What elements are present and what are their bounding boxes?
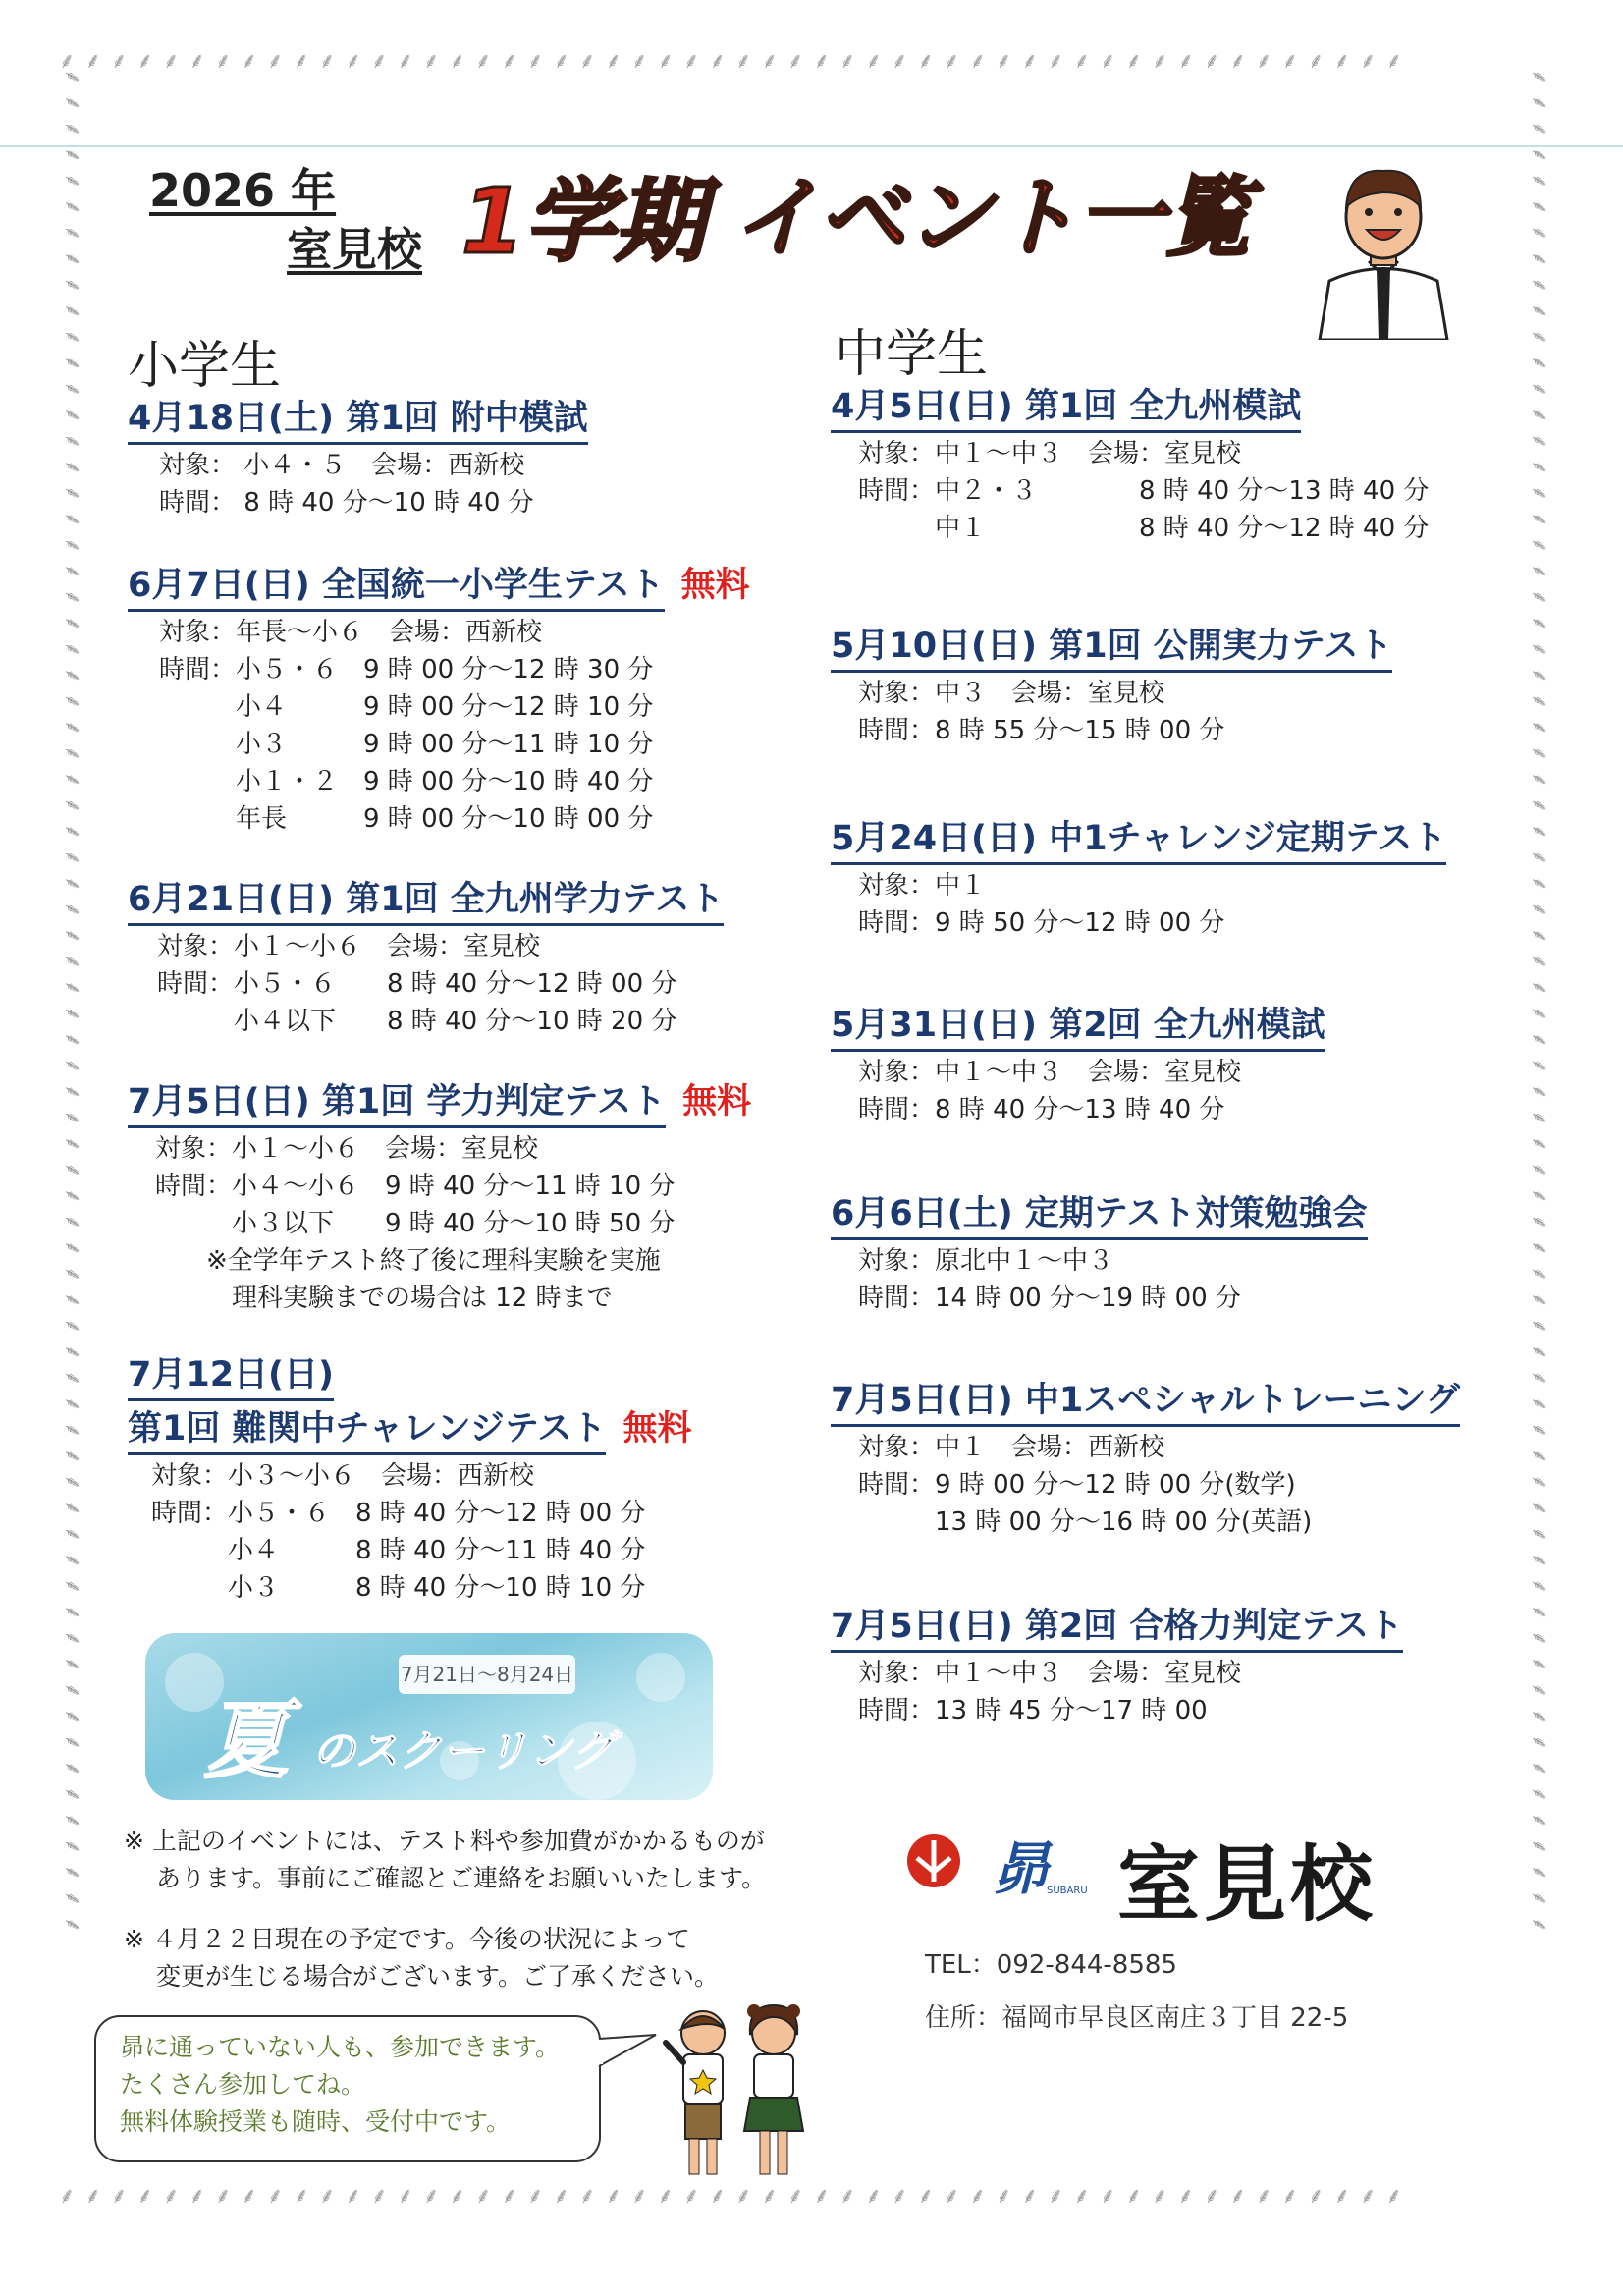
event-detail-line: 時間：小５・６ 8 時 40 分〜12 時 00 分 — [157, 969, 677, 999]
event-detail-line: 13 時 00 分〜16 時 00 分(英語) — [858, 1507, 1313, 1537]
speech-line: 昴に通っていない人も、参加できます。 — [120, 2033, 561, 2061]
header-school: 室見校 — [287, 223, 422, 276]
event-detail-line: 時間：14 時 00 分〜19 時 00 分 — [858, 1284, 1241, 1313]
speech-line: 無料体験授業も随時、受付中です。 — [120, 2107, 512, 2136]
junior-high-heading: 中学生 — [835, 325, 989, 384]
event-detail-note: 理科実験までの場合は 12 時まで — [155, 1284, 613, 1313]
event-detail-line: 対象：中３ 会場：室見校 — [858, 679, 1165, 708]
event-detail-line: 対象：小１〜小６ 会場：室見校 — [157, 932, 541, 961]
note-fees: ※ 上記のイベントには、テスト料や参加費がかかるものが あります。事前にご確認とご連絡をお願いいたします。 — [124, 1827, 766, 1892]
address: 住所：福岡市早良区南庄３丁目 22-5 — [925, 2003, 1349, 2033]
free-badge: 無料 — [680, 566, 750, 605]
subaru-logo-icon — [905, 1832, 962, 1889]
event-detail-line: 対象：小１〜小６ 会場：室見校 — [155, 1134, 539, 1164]
event-title: 7月5日(日) 第1回 学力判定テスト — [128, 1074, 666, 1128]
event-title: 5月31日(日) 第2回 全九州模試 — [831, 998, 1325, 1052]
event-detail-line: 対象：中１〜中３ 会場：室見校 — [858, 1659, 1242, 1688]
event-detail-line: 対象：中１〜中３ 会場：室見校 — [858, 1058, 1242, 1087]
event-title: 6月7日(日) 全国統一小学生テスト — [128, 558, 665, 612]
event-jh-7 — [831, 1599, 1403, 1729]
event-detail-line: 時間：8 時 40 分〜13 時 40 分 — [858, 1095, 1225, 1124]
event-detail-line: 対象：中１〜中３ 会場：室見校 — [858, 439, 1242, 468]
event-detail-time: 時間： 8 時 40 分〜10 時 40 分 — [159, 488, 534, 518]
event-title-date: 7月12日(日) — [128, 1347, 334, 1401]
event-detail-line: 時間：小５・６ 9 時 00 分〜12 時 30 分 — [159, 655, 654, 684]
footprint-border-top: ⸙⸙⸙⸙⸙⸙⸙⸙⸙⸙⸙⸙⸙⸙⸙⸙⸙⸙⸙⸙⸙⸙⸙⸙⸙⸙⸙⸙⸙⸙⸙⸙⸙⸙⸙⸙⸙⸙⸙⸙⸙⸙⸙⸙⸙⸙⸙⸙⸙⸙⸙⸙ — [59, 49, 1413, 74]
summer-dates: 7月21日〜8月24日 — [399, 1655, 575, 1694]
header-year: 2026 年 — [149, 164, 337, 217]
event-jh-2 — [831, 619, 1392, 749]
event-jh-6 — [831, 1373, 1460, 1541]
note-schedule: ※ ４月２２日現在の予定です。今後の状況によって 変更が生じる場合がございます。ご了承ください。 — [124, 1925, 719, 1991]
event-detail-line: 対象：小３〜小６ 会場：西新校 — [151, 1461, 535, 1491]
event-detail-line: 年長 9 時 00 分〜10 時 00 分 — [159, 804, 654, 834]
summer-big-char: 夏 — [204, 1691, 289, 1790]
logo-sub: SUBARU — [1047, 1886, 1088, 1896]
event-title: 4月5日(日) 第1回 全九州模試 — [831, 379, 1301, 433]
school-name: 室見校 — [1117, 1836, 1378, 1933]
event-detail-line: 小３ 9 時 00 分〜11 時 10 分 — [159, 730, 654, 759]
speech-line: たくさん参加してね。 — [120, 2070, 366, 2099]
event-detail-line: 時間：13 時 45 分〜17 時 00 — [858, 1696, 1208, 1725]
event-title: 7月5日(日) 中1スペシャルトレーニング — [831, 1373, 1460, 1427]
event-title: 6月6日(土) 定期テスト対策勉強会 — [831, 1186, 1368, 1240]
kids-illustration — [652, 1994, 829, 2190]
footprint-border-right: ⸙⸙⸙⸙⸙⸙⸙⸙⸙⸙⸙⸙⸙⸙⸙⸙⸙⸙⸙⸙⸙⸙⸙⸙⸙⸙⸙⸙⸙⸙⸙⸙⸙⸙⸙⸙⸙⸙⸙⸙⸙⸙⸙⸙⸙⸙⸙⸙⸙⸙⸙⸙⸙⸙⸙⸙⸙⸙⸙⸙⸙⸙⸙⸙⸙⸙⸙⸙⸙⸙⸙⸙ — [1527, 69, 1551, 1943]
summer-text: のスクーリング — [312, 1726, 615, 1777]
free-badge: 無料 — [622, 1409, 692, 1449]
event-elem-5 — [128, 1347, 691, 1607]
header-title: イベント一覧 — [732, 167, 1252, 268]
event-detail-line: 中１ 8 時 40 分〜12 時 40 分 — [858, 514, 1430, 543]
header-term: 1学期 — [461, 169, 706, 274]
event-detail-line: 時間：中２・３ 8 時 40 分〜13 時 40 分 — [858, 476, 1430, 506]
event-detail-line: 小３以下 9 時 40 分〜10 時 50 分 — [155, 1209, 676, 1238]
event-elem-2 — [128, 558, 750, 838]
event-elem-3 — [128, 872, 724, 1040]
event-detail-line: 時間：9 時 00 分〜12 時 00 分(数学) — [858, 1470, 1296, 1500]
event-title: 7月5日(日) 第2回 合格力判定テスト — [831, 1599, 1403, 1653]
top-guide-line — [0, 145, 1623, 147]
logo-text: 昴 — [992, 1835, 1050, 1902]
event-detail-note: ※全学年テスト終了後に理科実験を実施 — [155, 1246, 661, 1276]
event-jh-4 — [831, 998, 1325, 1128]
free-badge: 無料 — [682, 1082, 752, 1121]
event-jh-5 — [831, 1186, 1368, 1317]
event-detail-line: 対象：原北中１〜中３ — [858, 1246, 1114, 1276]
event-title: 5月24日(日) 中1チャレンジ定期テスト — [831, 811, 1446, 865]
event-jh-3 — [831, 811, 1446, 942]
summer-schooling-banner — [145, 1633, 713, 1800]
event-title: 第1回 難関中チャレンジテスト — [128, 1401, 606, 1455]
footprint-border-bottom: ⸙⸙⸙⸙⸙⸙⸙⸙⸙⸙⸙⸙⸙⸙⸙⸙⸙⸙⸙⸙⸙⸙⸙⸙⸙⸙⸙⸙⸙⸙⸙⸙⸙⸙⸙⸙⸙⸙⸙⸙⸙⸙⸙⸙⸙⸙⸙⸙⸙⸙⸙⸙ — [59, 2184, 1413, 2209]
event-detail-line: 時間：小５・６ 8 時 40 分〜12 時 00 分 — [151, 1499, 646, 1528]
event-title: 6月21日(日) 第1回 全九州学力テスト — [128, 872, 724, 926]
event-title: 4月18日(土) 第1回 附中模試 — [128, 391, 588, 445]
event-detail-line: 小３ 8 時 40 分〜10 時 10 分 — [151, 1573, 646, 1603]
event-elem-1 — [128, 391, 588, 521]
event-detail-line: 時間：9 時 50 分〜12 時 00 分 — [858, 908, 1225, 938]
footprint-border-left: ⸙⸙⸙⸙⸙⸙⸙⸙⸙⸙⸙⸙⸙⸙⸙⸙⸙⸙⸙⸙⸙⸙⸙⸙⸙⸙⸙⸙⸙⸙⸙⸙⸙⸙⸙⸙⸙⸙⸙⸙⸙⸙⸙⸙⸙⸙⸙⸙⸙⸙⸙⸙⸙⸙⸙⸙⸙⸙⸙⸙⸙⸙⸙⸙⸙⸙⸙⸙⸙⸙⸙⸙ — [60, 69, 84, 1943]
event-detail-target: 対象： 小４・５ 会場：西新校 — [159, 451, 525, 480]
speech-tail — [589, 2033, 658, 2072]
tel: TEL：092-844-8585 — [925, 1950, 1177, 1980]
event-detail-line: 小４ 8 時 40 分〜11 時 40 分 — [151, 1536, 646, 1565]
event-detail-line: 小１・２ 9 時 00 分〜10 時 40 分 — [159, 767, 654, 796]
elementary-heading: 小学生 — [128, 337, 282, 396]
event-detail-line: 時間：小４〜小６ 9 時 40 分〜11 時 10 分 — [155, 1172, 676, 1201]
event-detail-line: 対象：中１ — [858, 871, 987, 901]
event-detail-line: 小４ 9 時 00 分〜12 時 10 分 — [159, 692, 654, 722]
teacher-illustration — [1310, 163, 1457, 340]
event-detail-line: 小４以下 8 時 40 分〜10 時 20 分 — [157, 1007, 677, 1036]
event-detail-line: 対象：中１ 会場：西新校 — [858, 1433, 1165, 1462]
event-detail-line: 時間：8 時 55 分〜15 時 00 分 — [858, 716, 1225, 745]
speech-bubble — [94, 2015, 601, 2162]
event-jh-1 — [831, 379, 1429, 547]
event-detail-line: 対象：年長〜小６ 会場：西新校 — [159, 618, 543, 647]
event-elem-4 — [128, 1074, 751, 1317]
event-title: 5月10日(日) 第1回 公開実力テスト — [831, 619, 1392, 673]
